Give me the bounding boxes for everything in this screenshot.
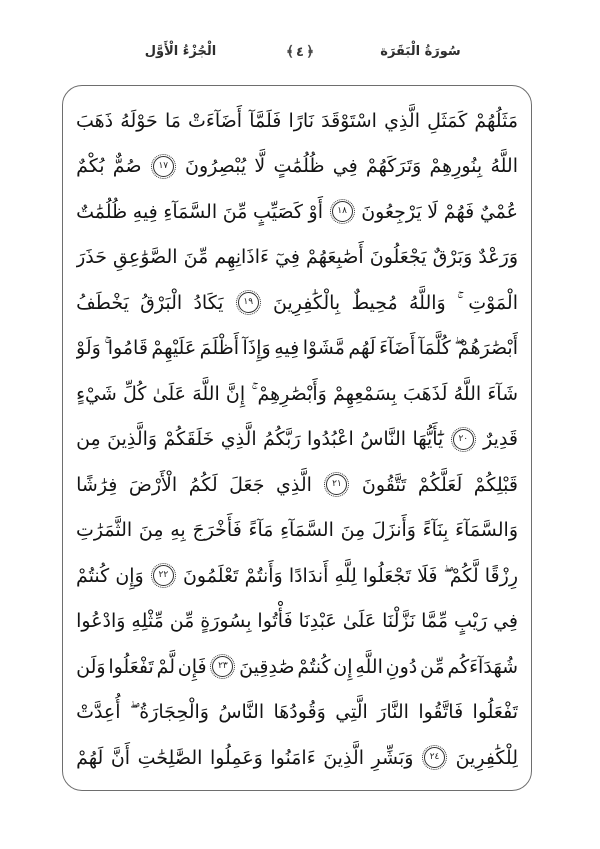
ayah-word: نَزَّلْنَا [382, 610, 416, 633]
ayah-word: يَخْطَفُ [76, 291, 129, 314]
ayah-word: كُلِّ [122, 382, 147, 405]
ayah-word: بِالْكَٰفِرِينَ [273, 291, 341, 314]
ayah-word: وَاللَّهُ [408, 291, 446, 314]
ayah-word: شُهَدَآءَكُم [447, 655, 518, 678]
ayah-word: الصَّوَٰعِقِ [113, 246, 178, 269]
ayah-number-marker: ٢٢ [153, 565, 174, 586]
ayah-word: الَّتِي [335, 701, 368, 724]
ayah-word: ءَاذَانِهِم [214, 246, 269, 269]
ayah-word: أُعِدَّتْ [76, 701, 121, 724]
ayah-word: النَّاسُ [218, 701, 265, 724]
ayah-word: يَٰٓأَيُّهَا [412, 428, 444, 451]
ayah-word: السَّمَآءِ [163, 200, 218, 223]
page-number-value: ٤ [296, 45, 304, 60]
ayah-word: فَإِن [177, 655, 207, 678]
ayah-word: الْمَوْتِ [468, 291, 518, 314]
ayah-word: تَتَّقُونَ [361, 473, 407, 496]
ayah-word: الَّذِينَ [323, 746, 364, 769]
ayah-word: فِيهِ [132, 200, 158, 223]
ayah-word: وَبَرْقٌ [432, 246, 473, 269]
ayah-word: مِنَ [340, 519, 366, 542]
ayah-word: ءَامَنُوا [270, 746, 316, 769]
ayah-word: فِي [493, 610, 518, 633]
page-number [255, 40, 345, 64]
quran-line-15 [76, 735, 518, 781]
ayah-word: مِّنَ [222, 200, 248, 223]
ayah-word: بِنَآءً [422, 519, 449, 542]
ayah-word: مِّن [169, 610, 195, 633]
ayah-word: تَفْعَلُوا [108, 655, 154, 678]
ayah-word: اللَّهَ [192, 382, 220, 405]
ayah-word: فِيٓ [275, 246, 300, 269]
ayah-word: تَجْعَلُوا [362, 564, 411, 587]
ayah-word: عُمْيٌ [479, 200, 518, 223]
juz-label: الْجُزْءُ الْأَوَّل [144, 44, 217, 59]
ayah-word: السَّمَآءِ [280, 519, 334, 542]
ayah-word: مِّن [420, 655, 445, 678]
ayah-word: شَآءَ [487, 382, 518, 405]
ayah-word: أَضَآءَ [379, 337, 416, 360]
ayah-word: الَّذِي [384, 109, 420, 132]
ayah-word: الَّذِي [220, 428, 257, 451]
ayah-word: وَعَمِلُوا [209, 746, 263, 769]
ayah-word: أَوْ [308, 200, 323, 223]
ayah-word: لَا [427, 200, 439, 223]
ayah-word: مَثَلُهُمْ [474, 109, 518, 132]
ayah-word: وَالسَّمَآءَ [455, 519, 518, 542]
ayah-word: فَلَمَّآ [249, 109, 282, 132]
ayah-word: مِّمَّا [421, 610, 449, 633]
ayah-word: صُمٌّ [112, 155, 142, 178]
ayah-word: وَلَوْ [76, 337, 101, 360]
ayah-word: ظُلُمَٰتٍ [273, 155, 325, 178]
ayah-word: فِرَٰشًا [76, 473, 118, 496]
ayah-word: أَندَادًا [288, 564, 329, 587]
ayah-word: وَإِن [115, 564, 144, 587]
ayah-word: لَكُمُ [188, 473, 218, 496]
quran-line-11 [76, 553, 518, 599]
quran-line-10 [76, 508, 518, 554]
ayah-word: وَلَن [76, 655, 106, 678]
ayah-word: يَكَادُ [193, 291, 224, 314]
quran-text-block [76, 98, 518, 780]
ayah-word: نَارًا [288, 109, 314, 132]
quran-line-8 [76, 417, 518, 463]
quran-line-9 [76, 462, 518, 508]
ayah-word: اسْتَوْقَدَ [321, 109, 377, 132]
ayah-word: بُكْمٌ [76, 155, 105, 178]
ayah-number-marker: ١٩ [238, 292, 259, 313]
ayah-word: وَادْعُوا [76, 610, 126, 633]
ayah-number-marker: ١٨ [332, 201, 353, 222]
ayah-word: أَبْصَٰرَهُمْ [457, 337, 518, 360]
ayah-word: دُونِ [385, 655, 418, 678]
ayah-word: لَذَهَبَ [403, 382, 448, 405]
ayah-word: فِيهِ [274, 337, 300, 360]
ayah-word: لَّكُمْ [449, 564, 479, 587]
ayah-word: ذَهَبَ [76, 109, 114, 132]
ayah-word: قَدِيرٌ [483, 428, 518, 451]
surah-title: سُورَةُ الْبَقَرَة [380, 44, 461, 59]
ayah-word: الصَّٰلِحَٰتِ [137, 746, 203, 769]
ayah-word: فَأَخْرَجَ [192, 519, 242, 542]
ayah-word: النَّارَ [377, 701, 409, 724]
quran-line-6 [76, 326, 518, 372]
ayah-word: وَأَنتُمْ [244, 564, 283, 587]
ayah-word: عَلَىٰ [152, 382, 187, 405]
ayah-word: وَتَرَكَهُمْ [365, 155, 422, 178]
ayah-word: مُحِيطٌ [351, 291, 398, 314]
ayah-word: يُبْصِرُونَ [185, 155, 247, 178]
ayah-word: حَذَرَ [76, 246, 107, 269]
ayah-word: قَبْلِكُمْ [473, 473, 518, 496]
ayah-word: لَّمْ [156, 655, 175, 678]
ayah-word: إِن [333, 655, 353, 678]
ayah-word: أَنَّ [110, 746, 131, 769]
ayah-word: ظُلُمَٰتٌ [76, 200, 128, 223]
quran-line-1 [76, 98, 518, 144]
ayah-number-marker: ٢٤ [424, 747, 445, 768]
quran-line-3 [76, 189, 518, 235]
ayah-word: أَظْلَمَ [199, 337, 240, 360]
ayah-word: أَصَٰبِعَهُمْ [305, 246, 364, 269]
ayah-word: مِّنَ [183, 246, 209, 269]
ayah-word: شَيْءٍ [76, 382, 117, 405]
ayah-word: مِنَ [138, 519, 164, 542]
ayah-word: اعْبُدُوا [307, 428, 354, 451]
ayah-number-marker: ٢١ [326, 474, 347, 495]
ayah-word: فَاتَّقُوا [418, 701, 464, 724]
ayah-word: يَجْعَلُونَ [369, 246, 427, 269]
ayah-word: وَأَبْصَٰرِهِمْ [257, 382, 327, 405]
ayah-word: رِزْقًا [484, 564, 518, 587]
ayah-word: فِي [332, 155, 358, 178]
text-frame-border [62, 85, 532, 791]
ayah-word: الْبَرْقُ [140, 291, 183, 314]
ayah-word: أَضَآءَتْ [188, 109, 243, 132]
ayah-word: صَٰدِقِينَ [239, 655, 295, 678]
ayah-word: فَأْتُوا [257, 610, 293, 633]
ayah-word: فَهُمْ [443, 200, 475, 223]
ayah-word: إِنَّ [225, 382, 246, 405]
page-number-ornament-open: ﴿ [305, 44, 315, 60]
ayah-word: مِّثْلِهِ [131, 610, 164, 633]
ayah-word: اللَّهُ [490, 155, 518, 178]
ayah-word: عَلَىٰ [342, 610, 377, 633]
ayah-word: جَعَلَ [229, 473, 265, 496]
ayah-word: لَهُم [348, 337, 376, 360]
ayah-word: مَّشَوْا [302, 337, 345, 360]
ayah-word: يَرْجِعُونَ [361, 200, 422, 223]
ayah-word: وَالَّذِينَ [107, 428, 158, 451]
ayah-word: تَفْعَلُوا [472, 701, 518, 724]
ayah-word: رَبَّكُمُ [263, 428, 301, 451]
ayah-word: الَّذِي [275, 473, 312, 496]
ayah-word: وَإِذَآ [242, 337, 271, 360]
ayah-word: لَهُمْ [76, 746, 104, 769]
ayah-word: قَامُوا [107, 337, 148, 360]
ayah-word: بِسُورَةٍ [200, 610, 252, 633]
ayah-word: النَّاسُ [360, 428, 407, 451]
ayah-word: تَعْلَمُونَ [182, 564, 239, 587]
ayah-word: لِلْكَٰفِرِينَ [455, 746, 518, 769]
quran-line-5 [76, 280, 518, 326]
ayah-word: وَبَشِّرِ [371, 746, 414, 769]
ayah-word: عَبْدِنَا [298, 610, 337, 633]
quran-line-2 [76, 144, 518, 190]
ayah-word: وَالْحِجَارَةُ [139, 701, 209, 724]
ayah-number-marker: ١٧ [153, 156, 174, 177]
ayah-word: مَآءً [248, 519, 274, 542]
ayah-word: عَلَيْهِمْ [151, 337, 197, 360]
ayah-number-marker: ٢٠ [453, 429, 474, 450]
ayah-word: الْأَرْضَ [128, 473, 178, 496]
ayah-word: لَّا [254, 155, 266, 178]
ayah-word: لِلَّهِ [334, 564, 357, 587]
quran-line-7 [76, 371, 518, 417]
ayah-word: كُلَّمَآ [418, 337, 451, 360]
page-number-ornament-close: ﴾ [285, 44, 295, 60]
ayah-word: وَرَعْدٌ [478, 246, 518, 269]
ayah-word: وَقُودُهَا [273, 701, 326, 724]
ayah-word: مَا [164, 109, 181, 132]
ayah-word: رَيْبٍ [454, 610, 488, 633]
ayah-word: كُنتُمْ [76, 564, 110, 587]
ayah-word: وَأَنزَلَ [371, 519, 416, 542]
ayah-word: بِهِ [170, 519, 186, 542]
quran-line-14 [76, 690, 518, 736]
ayah-word: خَلَقَكُمْ [163, 428, 215, 451]
ayah-number-marker: ٢٣ [212, 656, 233, 677]
ayah-word: فَلَا [417, 564, 438, 587]
ayah-word: مِن [76, 428, 101, 451]
ayah-word: الثَّمَرَٰتِ [76, 519, 133, 542]
ayah-word: لَعَلَّكُمْ [417, 473, 463, 496]
quran-line-4 [76, 235, 518, 281]
ayah-word: بِنُورِهِمْ [429, 155, 483, 178]
ayah-word: حَوْلَهُ [120, 109, 158, 132]
ayah-word: كَمَثَلِ [427, 109, 468, 132]
quran-line-12 [76, 599, 518, 645]
ayah-word: كُنتُمْ [297, 655, 331, 678]
ayah-word: كَصَيِّبٍ [252, 200, 303, 223]
ayah-word: اللَّهُ [453, 382, 482, 405]
quran-line-13 [76, 644, 518, 690]
ayah-word: اللَّهِ [355, 655, 383, 678]
ayah-word: بِسَمْعِهِمْ [333, 382, 397, 405]
